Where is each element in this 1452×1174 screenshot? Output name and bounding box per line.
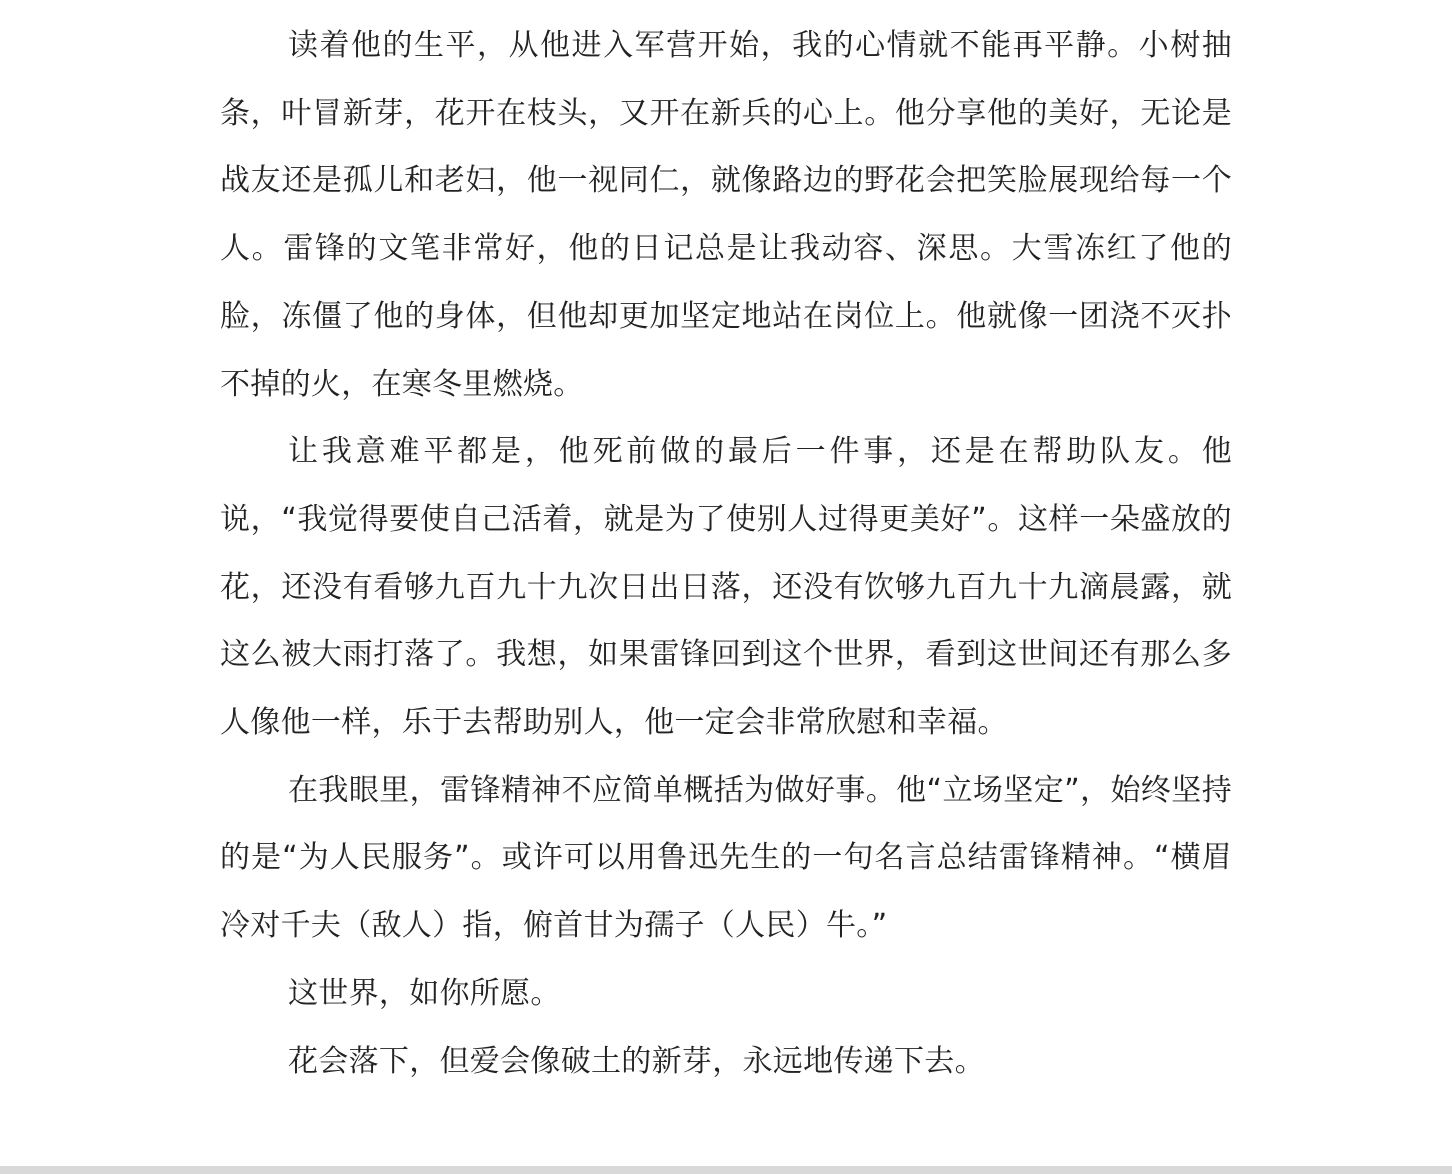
paragraph-5: 花会落下，但爱会像破土的新芽，永远地传递下去。: [288, 1043, 985, 1079]
paragraph-3: 在我眼里，雷锋精神不应简单概括为做好事。他“立场坚定”，始终坚持的是“为人民服务”。或许可以用鲁迅先生的一句名言总结雷锋精神。“横眉冷对千夫（敌人）指，俯首甘为孺子（人民）牛。”: [220, 772, 1232, 944]
page-bottom-edge: [0, 1166, 1452, 1174]
paragraph-1: 读着他的生平，从他进入军营开始，我的心情就不能再平静。小树抽条，叶冒新芽，花开在枝头，又开在新兵的心上。他分享他的美好，无论是战友还是孤儿和老妇，他一视同仁，就像路边的野花会把笑脸展现给每一个人。雷锋的文笔非常好，他的日记总是让我动容、深思。大雪冻红了他的脸，冻僵了他的身体，但他却更加坚定地站在岗位上。他就像一团浇不灭扑不掉的火，在寒冬里燃烧。: [220, 28, 1232, 402]
essay-text: [220, 12, 1232, 1095]
paragraph-4: 这世界，如你所愿。: [288, 975, 561, 1011]
paragraph-2: 让我意难平都是，他死前做的最后一件事，还是在帮助队友。他说，“我觉得要使自己活着，就是为了使别人过得更美好”。这样一朵盛放的花，还没有看够九百九十九次日出日落，还没有饮够九百九十九滴晨露，就这么被大雨打落了。我想，如果雷锋回到这个世界，看到这世间还有那么多人像他一样，乐于去帮助别人，他一定会非常欣慰和幸福。: [220, 434, 1232, 741]
